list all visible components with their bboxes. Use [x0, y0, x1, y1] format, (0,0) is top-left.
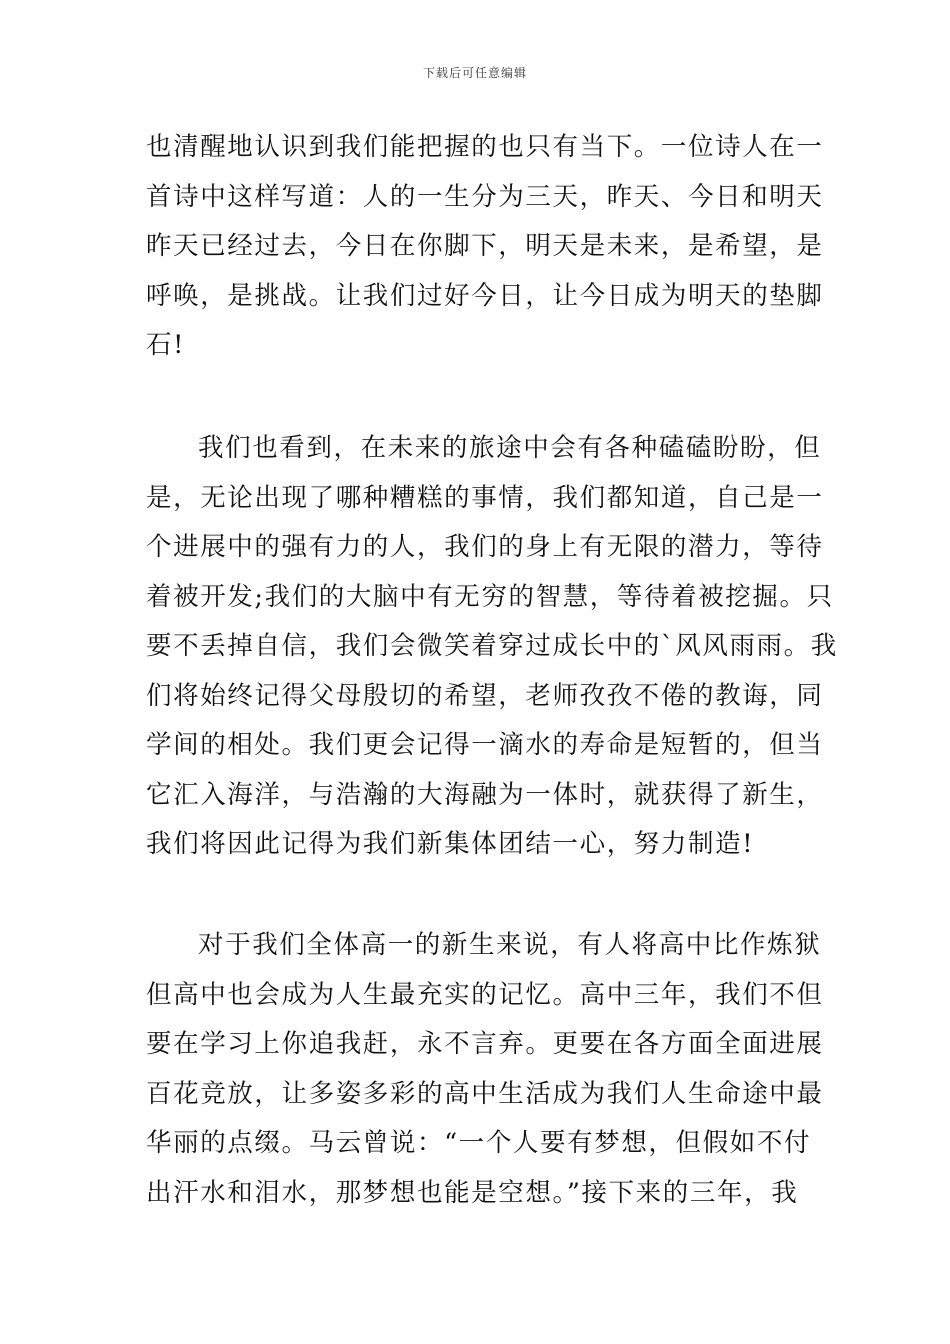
paragraph-line: 要在学习上你追我赶，永不言弃。更要在各方面全面进展 — [146, 1029, 824, 1059]
header-note: 下载后可任意编辑 — [422, 66, 527, 80]
paragraph-3 — [146, 921, 824, 1218]
paragraph-line: 我们也看到，在未来的旅途中会有各种磕磕盼盼，但 — [198, 433, 822, 463]
paragraph-line: 们将始终记得父母殷切的希望，老师孜孜不倦的教诲，同 — [146, 680, 824, 711]
paragraph-line: 要不丢掉自信，我们会微笑着穿过成长中的`风风雨雨。我 — [146, 631, 838, 661]
paragraph-line: 百花竞放，让多姿多彩的高中生活成为我们人生命途中最 — [146, 1078, 824, 1109]
paragraph-line: 出汗水和泪水，那梦想也能是空想。”接下来的三年，我 — [146, 1177, 799, 1208]
paragraph-line: 华丽的点缀。马云曾说：“一个人要有梦想，但假如不付 — [146, 1128, 812, 1158]
paragraph-line: 呼唤，是挑战。让我们过好今日，让今日成为明天的垫脚 — [146, 280, 824, 311]
paragraph-line: 个进展中的强有力的人，我们的身上有无限的潜力，等待 — [146, 532, 824, 562]
paragraph-line: 石! — [146, 330, 185, 360]
paragraph-line: 是，无论出现了哪种糟糕的事情，我们都知道，自己是一 — [146, 482, 824, 513]
paragraph-line: 昨天已经过去，今日在你脚下，明天是未来，是希望，是 — [146, 231, 824, 261]
paragraph-line: 学间的相处。我们更会记得一滴水的寿命是短暂的，但当 — [146, 730, 824, 760]
paragraph-1 — [146, 123, 824, 371]
paragraph-line: 也清醒地认识到我们能把握的也只有当下。一位诗人在一 — [146, 132, 824, 162]
paragraph-line: 它汇入海洋，与浩瀚的大海融为一体时，就获得了新生， — [146, 779, 824, 810]
paragraph-line: 我们将因此记得为我们新集体团结一心，努力制造! — [146, 829, 755, 859]
paragraph-line: 首诗中这样写道：人的一生分为三天，昨天、今日和明天 — [146, 181, 824, 212]
paragraph-2 — [146, 424, 838, 870]
paragraph-line: 着被开发;我们的大脑中有无穷的智慧，等待着被挖掘。只 — [146, 581, 834, 612]
paragraph-line: 对于我们全体高一的新生来说，有人将高中比作炼狱 — [198, 930, 822, 960]
paragraph-line: 但高中也会成为人生最充实的记忆。高中三年，我们不但 — [146, 979, 824, 1010]
